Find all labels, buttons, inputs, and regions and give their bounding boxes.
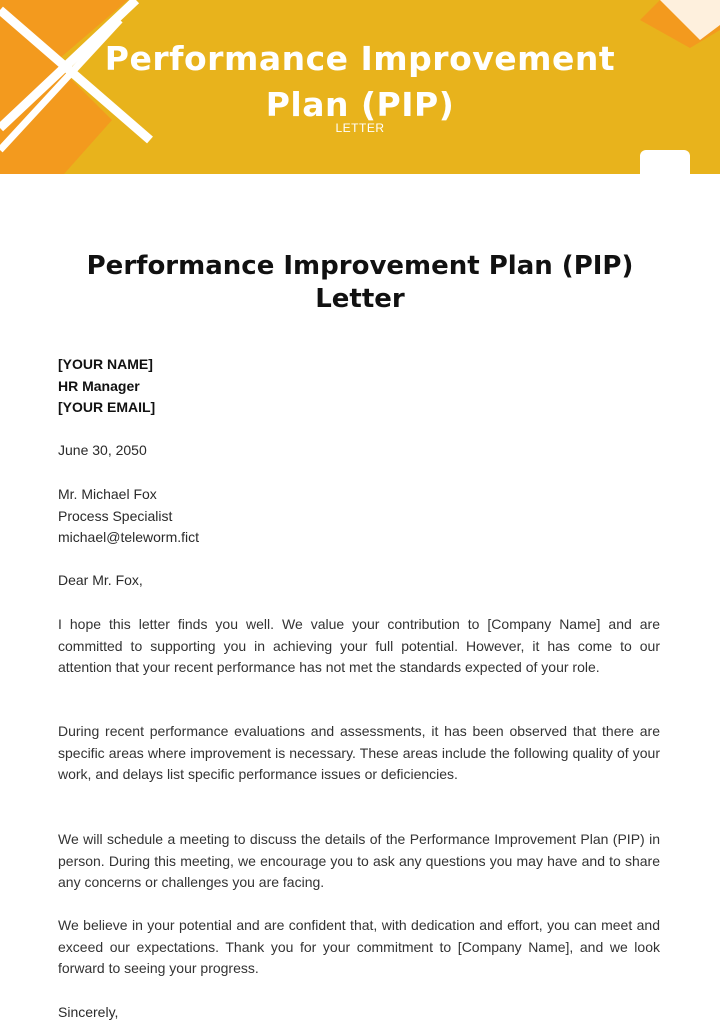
- banner-subtitle: LETTER: [335, 121, 385, 135]
- closing: Sincerely,: [58, 1004, 119, 1020]
- recipient-email: michael@teleworm.fict: [58, 529, 200, 545]
- document-title: [60, 250, 660, 316]
- document-title-line1: Performance Improvement Plan (PIP): [86, 251, 634, 281]
- sender-email: [YOUR EMAIL]: [58, 399, 156, 415]
- salutation: Dear Mr. Fox,: [58, 572, 143, 588]
- banner-title-line2: Plan (PIP): [265, 85, 455, 124]
- document-title-line2: Letter: [315, 284, 405, 314]
- paragraph-2: During recent performance evaluations and assessments, it has been observed that there are specific areas where improvement is necessary. These areas include the following quality of your work, and delays list specific performance issues or deficiencies.: [58, 723, 660, 782]
- sender-block: [58, 354, 660, 419]
- recipient-name: Mr. Michael Fox: [58, 486, 157, 502]
- banner-title-line1: Performance Improvement: [104, 39, 616, 78]
- banner-title: [60, 36, 660, 128]
- sender-name: [YOUR NAME]: [58, 356, 153, 372]
- paragraph-1: I hope this letter finds you well. We value your contribution to [Company Name] and are committed to supporting you in achieving your full potential. However, it has come to our attention that your recent performance has not met the standards expected of your role.: [58, 616, 660, 675]
- letter-date: June 30, 2050: [58, 442, 147, 458]
- header-banner: [0, 0, 720, 174]
- recipient-block: [58, 484, 660, 549]
- paragraph-3: We will schedule a meeting to discuss the details of the Performance Improvement Plan (PIP) in person. During this meeting, we encourage you to ask any questions you may have and to share any concerns or challenges you are facing.: [58, 831, 660, 890]
- paragraph-4: We believe in your potential and are confident that, with dedication and effort, you can meet and exceed our expectations. Thank you for your commitment to [Company Name], and we look forward to seeing your progress.: [58, 917, 660, 976]
- sender-role: HR Manager: [58, 377, 140, 394]
- recipient-title: Process Specialist: [58, 507, 173, 524]
